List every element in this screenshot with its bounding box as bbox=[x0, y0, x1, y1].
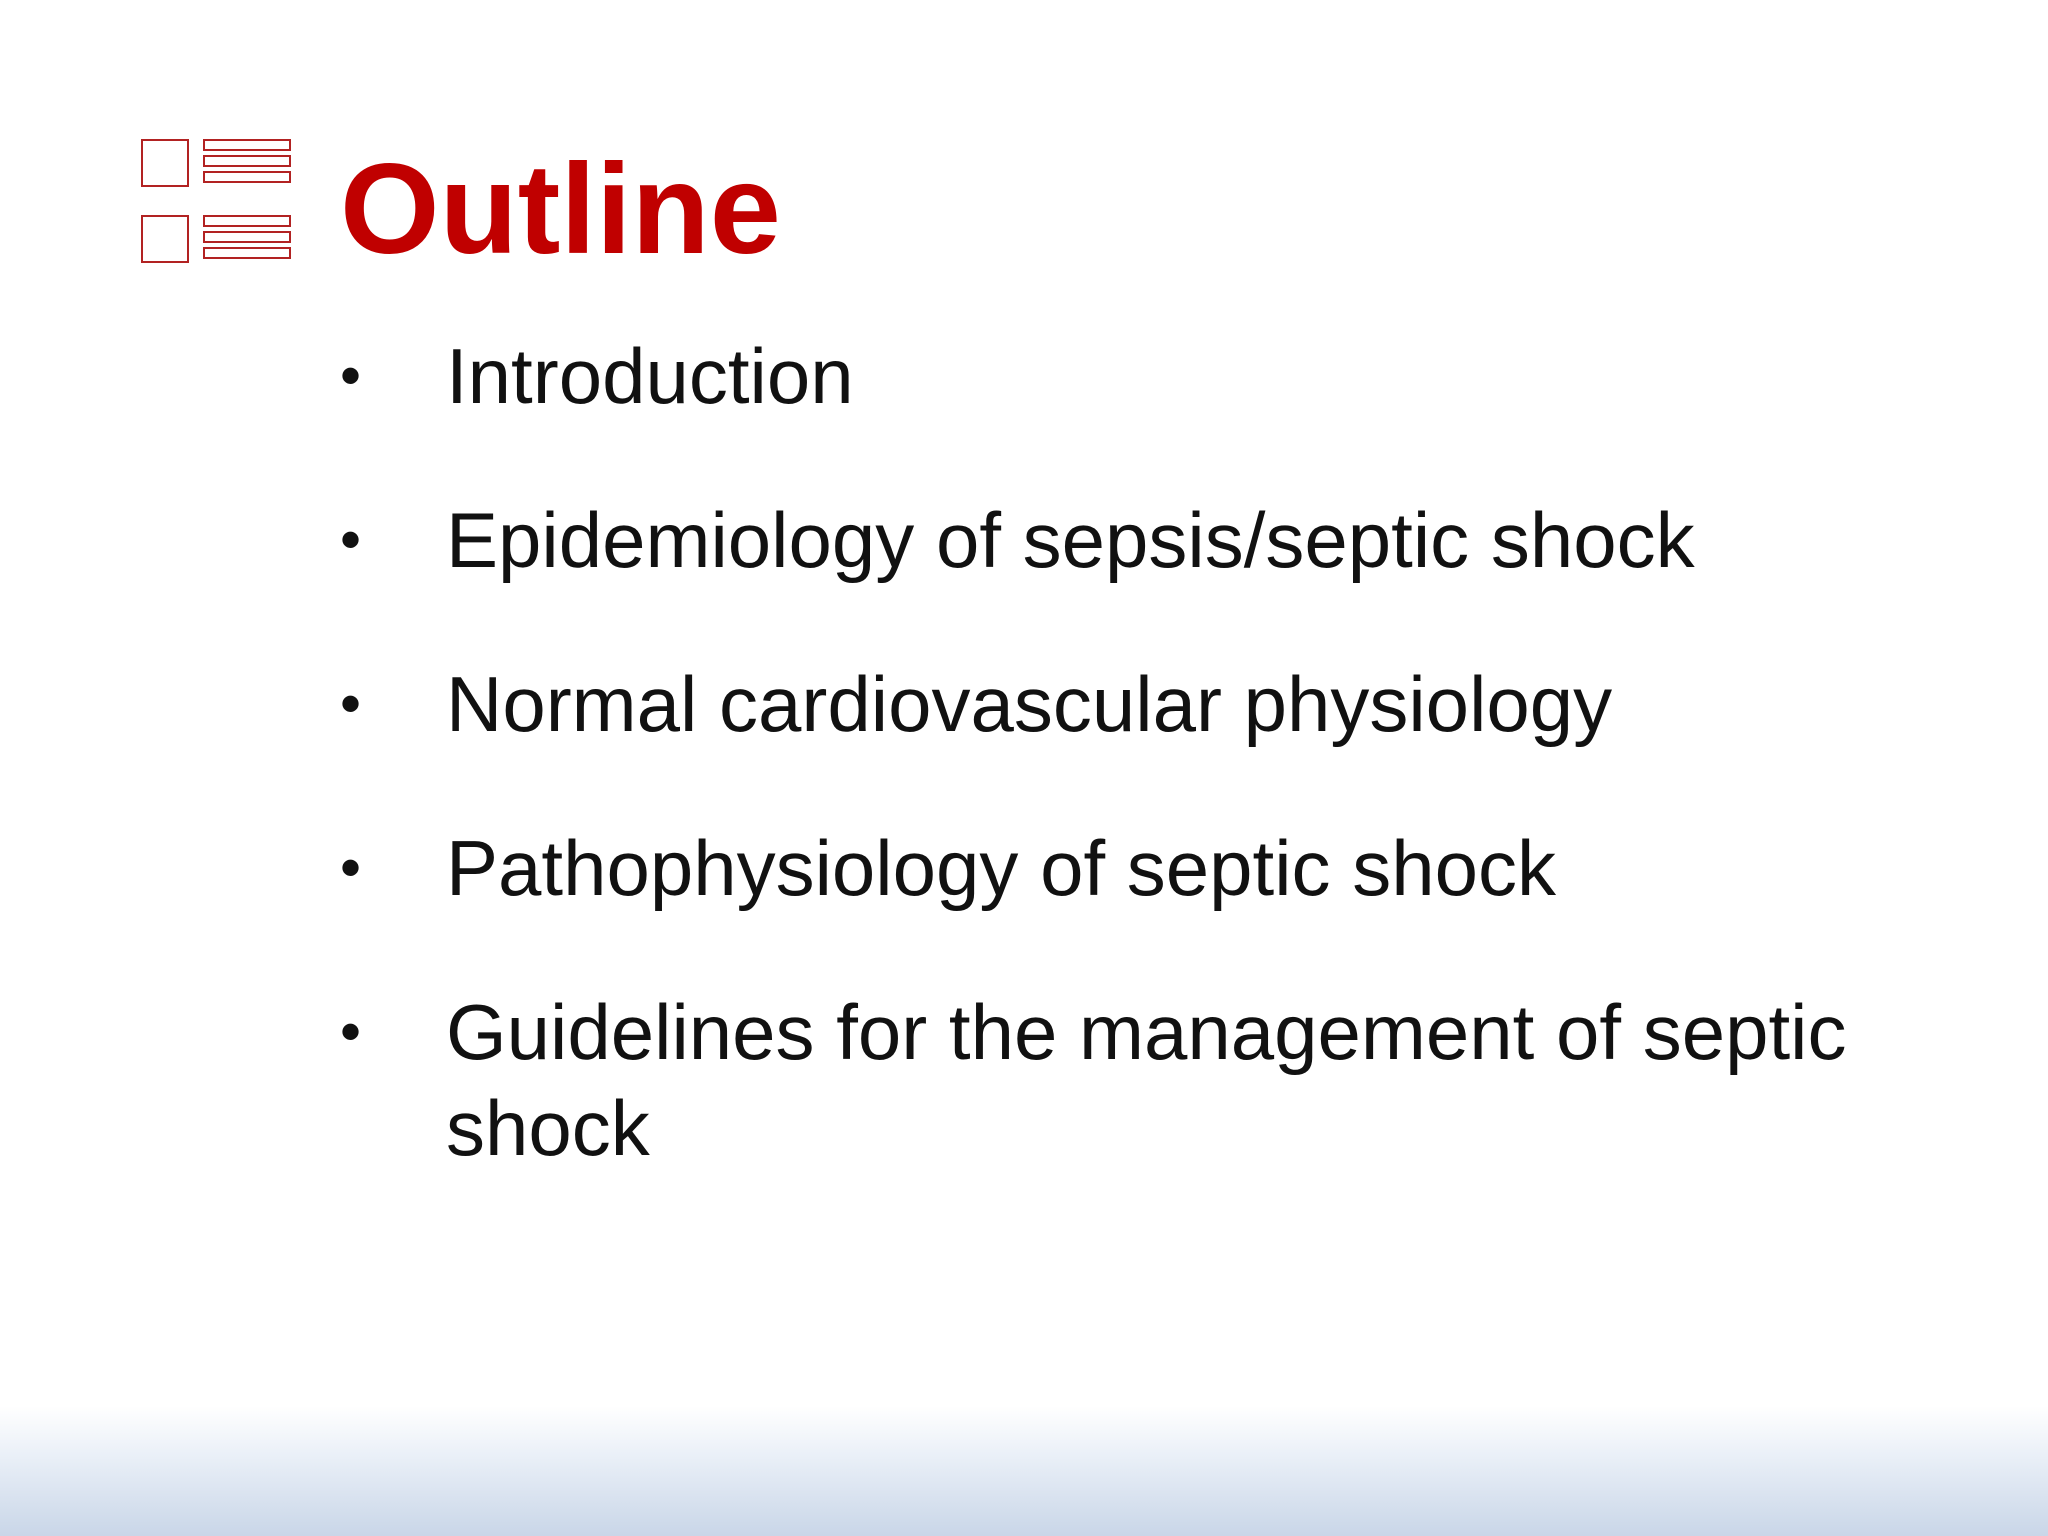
bullet-dot: • bbox=[340, 342, 362, 409]
bullet-item-introduction bbox=[330, 328, 1890, 424]
bullet-dot: • bbox=[340, 670, 362, 737]
bullet-dot: • bbox=[340, 506, 362, 573]
bullet-dot: • bbox=[340, 998, 362, 1065]
bullet-text: Epidemiology of sepsis/septic shock bbox=[446, 496, 1695, 584]
bullet-text: Normal cardiovascular physiology bbox=[446, 660, 1613, 748]
bullet-item-epidemiology bbox=[330, 492, 1890, 588]
outline-list-icon bbox=[140, 136, 292, 268]
outline-bullet-list bbox=[330, 328, 1890, 1244]
bullet-text: Guidelines for the management of septic shock bbox=[446, 988, 1847, 1172]
slide-title: Outline bbox=[340, 138, 781, 281]
bullet-item-physiology bbox=[330, 656, 1890, 752]
bullet-text: Pathophysiology of septic shock bbox=[446, 824, 1556, 912]
bullet-item-guidelines bbox=[330, 984, 1890, 1176]
bottom-gradient-band bbox=[0, 1406, 2048, 1536]
bullet-dot: • bbox=[340, 834, 362, 901]
bullet-item-pathophysiology bbox=[330, 820, 1890, 916]
bullet-text: Introduction bbox=[446, 332, 854, 420]
